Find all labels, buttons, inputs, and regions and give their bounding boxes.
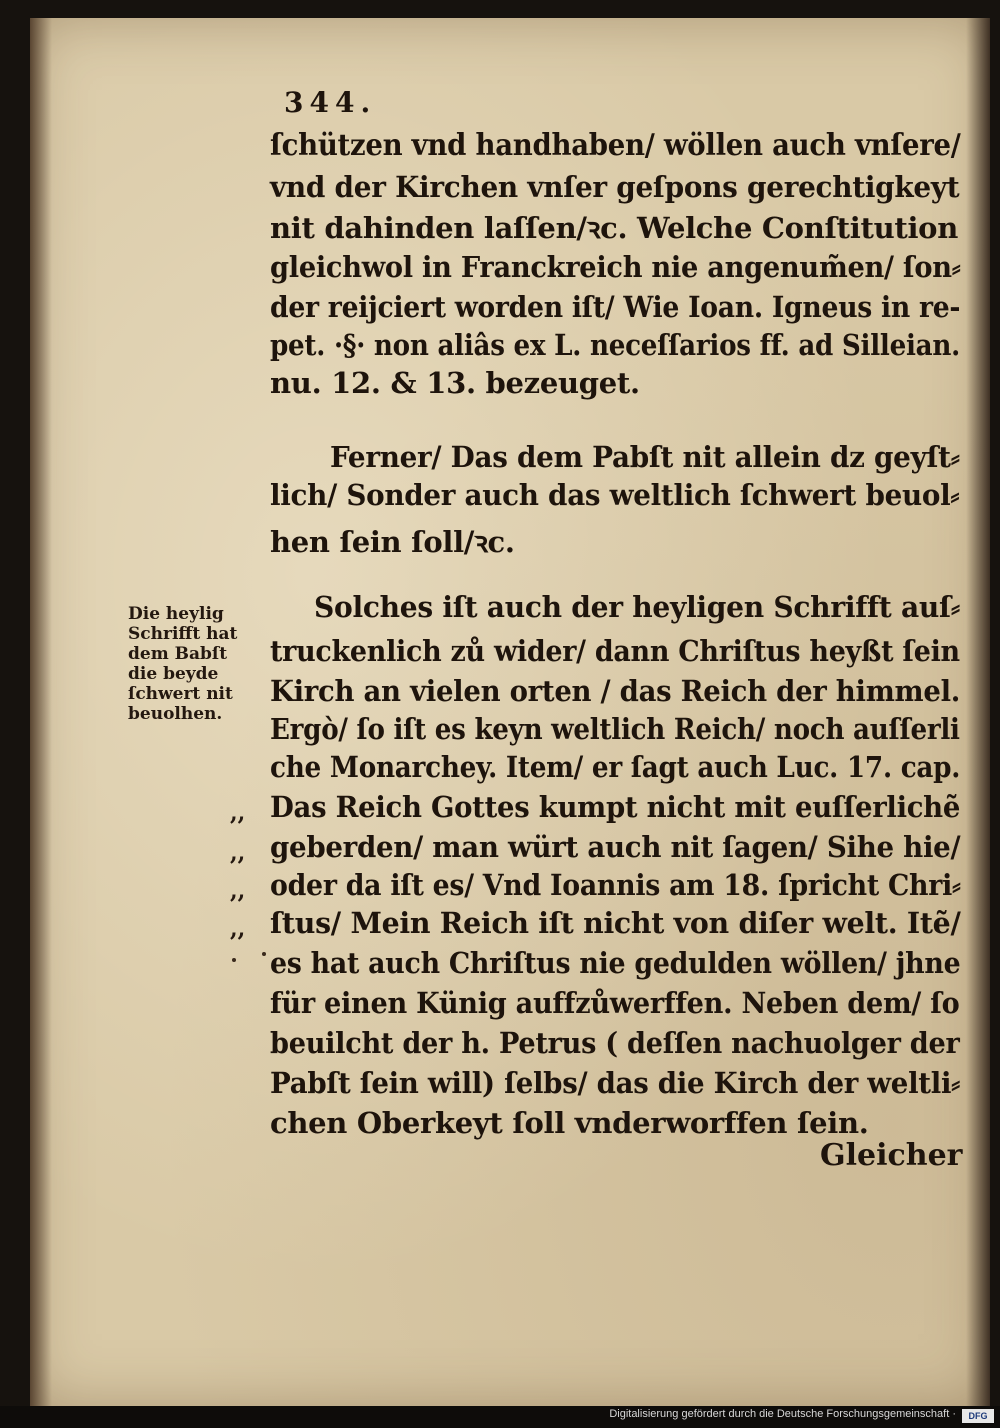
text-line: Solches iſt auch der heyligen Schrifft auſ⸗	[314, 590, 960, 624]
text-line: Das Reich Gottes kumpt nicht mit euſſerlichẽ	[270, 790, 961, 824]
margin-note-line: beuolhen.	[128, 704, 223, 724]
quote-mark: ,,	[230, 800, 246, 826]
catchword: Gleicher	[820, 1138, 963, 1173]
text-line: gleichwol in Franckreich nie angenum̃en/ ſon⸗	[270, 250, 961, 284]
text-line: geberden/ man würt auch nit ſagen/ Sihe hie/	[270, 830, 961, 864]
text-line: nit dahinden laſſen/ꝛc. Welche Conſtitution	[270, 211, 959, 245]
text-line: ſchützen vnd handhaben/ wöllen auch vnſere/	[270, 128, 961, 163]
text-line: lich/ Sonder auch das weltlich ſchwert beuol⸗	[270, 478, 960, 512]
footer-credit: Digitalisierung gefördert durch die Deutsche Forschungsgemeinschaft ·	[609, 1408, 956, 1420]
text-line: oder da iſt es/ Vnd Ioannis am 18. ſpricht Chri⸗	[270, 868, 961, 902]
margin-note-line: Schrifft hat	[128, 624, 238, 644]
text-line: nu. 12. & 13. bezeuget.	[270, 366, 640, 400]
margin-note	[128, 604, 268, 724]
text-line: vnd der Kirchen vnſer geſpons gerechtigkeyt	[270, 170, 960, 204]
text-line: pet. ·§· non aliâs ex L. neceſſarios ff. ad Silleian.	[270, 328, 960, 362]
text-line: che Monarchey. Item/ er ſagt auch Luc. 17. cap.	[270, 750, 961, 784]
page-number: 344.	[284, 86, 377, 119]
text-line: für einen Künig auffzůwerffen. Neben dem/ ſo	[270, 986, 960, 1020]
page-gutter-shadow	[30, 18, 52, 1406]
dfg-logo: DFG	[962, 1409, 994, 1423]
margin-note-line: die beyde	[128, 664, 219, 684]
page-edge-shadow	[966, 18, 990, 1406]
quote-mark: ,,	[230, 878, 246, 904]
text-line: chen Oberkeyt ſoll vnderworffen ſein.	[270, 1106, 869, 1140]
ink-dot	[262, 952, 266, 956]
text-line: Kirch an vielen orten / das Reich der himmel.	[270, 674, 961, 708]
ink-dot	[232, 958, 236, 962]
text-line: der reijciert worden iſt/ Wie Ioan. Igneus in re-	[270, 290, 961, 324]
text-line: truckenlich zů wider/ dann Chriſtus heyßt ſein	[270, 634, 960, 668]
margin-note-line: Die heylig	[128, 604, 224, 624]
quote-mark: ,,	[230, 840, 246, 866]
text-line: hen ſein ſoll/ꝛc.	[270, 525, 515, 559]
text-line: es hat auch Chriſtus nie gedulden wöllen/ jhne	[270, 946, 961, 980]
margin-note-line: ſchwert nit	[128, 684, 233, 704]
margin-note-line: dem Babſt	[128, 644, 228, 664]
text-line: Ferner/ Das dem Pabſt nit allein dz geyſt⸗	[330, 440, 960, 474]
text-line: Pabſt ſein will) ſelbs/ das die Kirch der weltli⸗	[270, 1066, 961, 1100]
text-line: beuilcht der h. Petrus ( deſſen nachuolger der	[270, 1026, 960, 1060]
text-line: ſtus/ Mein Reich iſt nicht von diſer welt. Itẽ/	[270, 906, 961, 940]
quote-mark: ,,	[230, 916, 246, 942]
text-line: Ergò/ ſo iſt es keyn weltlich Reich/ noch auſſerli	[270, 712, 960, 746]
